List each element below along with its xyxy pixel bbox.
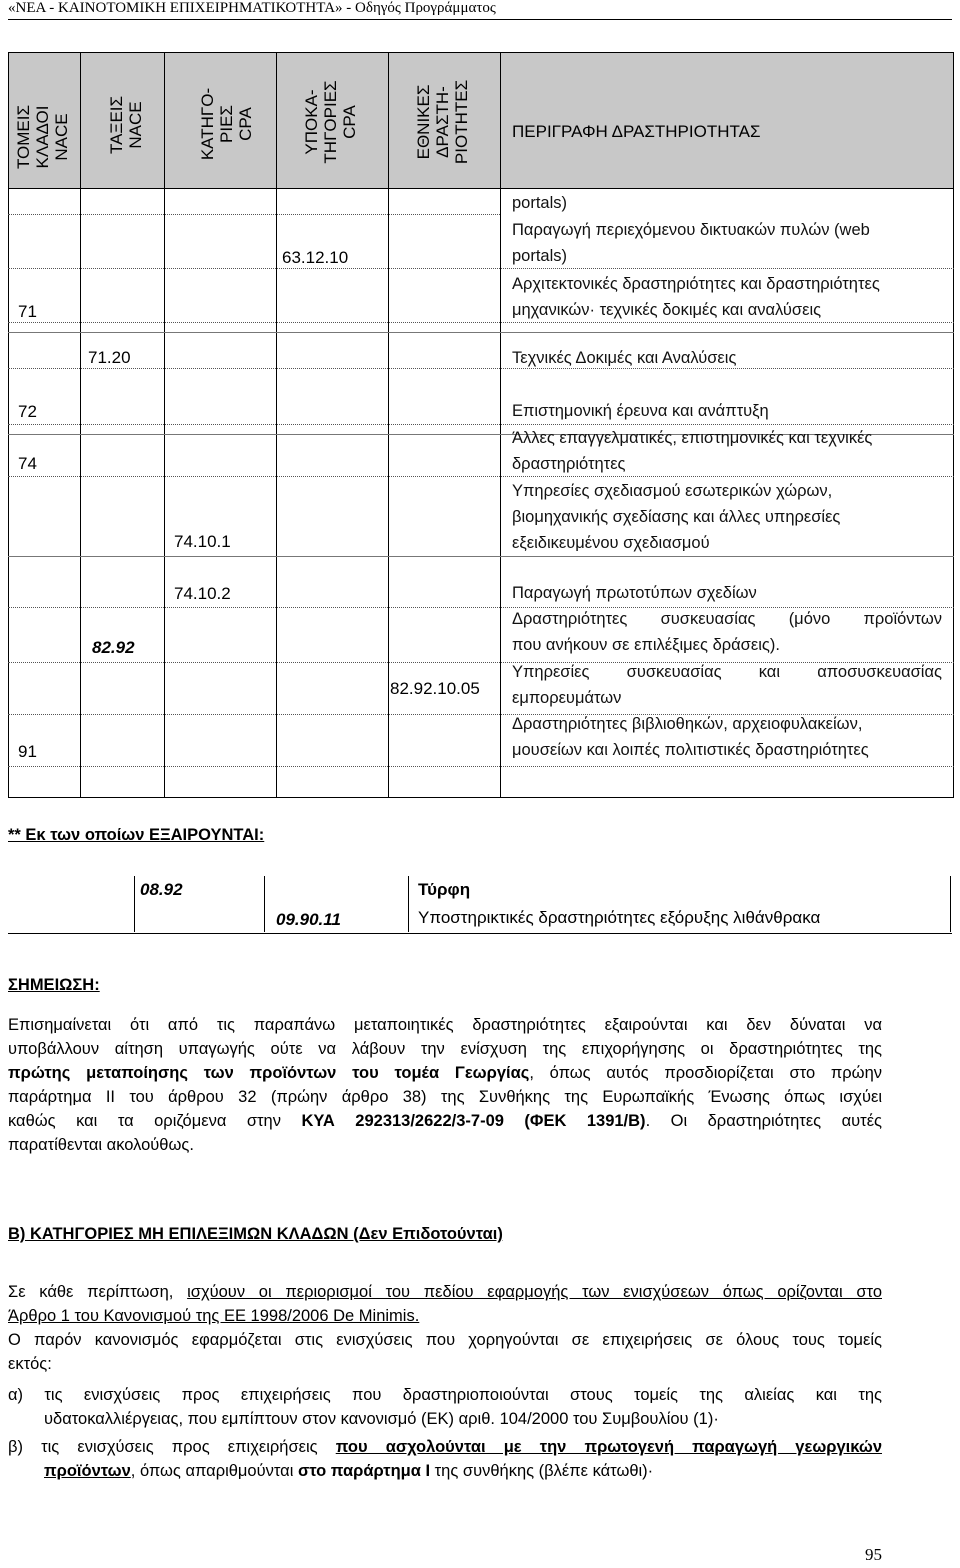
item-b-text: β) τις ενισχύσεις προς επιχειρήσεις [8,1438,336,1456]
section-b-item-a [8,1383,882,1431]
item-b-bold-underlined-text: που ασχολούνται με την πρωτογενή παραγωγή γεωργικών [335,1438,882,1456]
nace-activities-table [8,52,954,798]
header-categories-cpa: ΚΑΤΗΓΟ-ΡΙΕΣ CPA [198,87,255,161]
header-activity-description: ΠΕΡΙΓΡΑΦΗ ΔΡΑΣΤΗΡΙΟΤΗΤΑΣ [512,122,761,141]
desc-line: μηχανικών· τεχνικές δοκιμές και αναλύσεις [512,301,822,319]
note-bold-text: πρώτης μεταποίησης των προϊόντων του τομέα Γεωργίας [8,1064,530,1082]
code-82-92: 82.92 [92,638,135,657]
code-72: 72 [18,402,37,421]
desc-line: Αρχιτεκτονικές δραστηριότητες και δραστηριότητες [512,275,880,293]
desc-line: Παραγωγή περιεχόμενου δικτυακών πυλών (web [512,221,870,239]
document-header-title: «ΝΕΑ - ΚΑΙΝΟΤΟΜΙΚΗ ΕΠΙΧΕΙΡΗΜΑΤΙΚΟΤΗΤΑ» - Οδηγός Προγράμματος [8,0,496,16]
desc-word: Δραστηριότητες [512,610,628,628]
note-line: Επισημαίνεται ότι από τις παραπάνω μεταποιητικές δραστηριότητες εξαιρούνται και δεν δύναται να [8,1016,882,1034]
desc-line: εξειδικευμένου σχεδιασμού [512,534,710,552]
section-b-paragraph-1 [8,1280,882,1376]
section-b-line [8,1280,882,1304]
header-classes-nace: ΤΑΞΕΙΣ NACE [107,95,145,155]
header-national-activities: ΕΘΝΙΚΕΣ ΔΡΑΣΤΗ- ΡΙΟΤΗΤΕΣ [414,79,471,165]
exclusion-divider [134,876,135,932]
desc-line: portals) [512,194,568,212]
code-63-12-10: 63.12.10 [282,248,349,267]
desc-line: εμπορευμάτων [512,689,622,707]
header-sectors-nace: ΤΟΜΕΙΣ ΚΛΑΔΟΙ NACE [14,104,71,170]
item-b-text: , όπως απαριθμούνται [130,1462,298,1480]
item-b-bold-text: στο παράρτημα Ι [297,1462,431,1480]
desc-word: αποσυσκευασίας [817,663,942,681]
exclusion-bottom-rule [8,933,952,934]
desc-word: (μόνο [788,610,831,628]
note-text: , όπως αυτός προσδιορίζεται στο πρώην [529,1064,882,1082]
code-91: 91 [18,742,37,761]
section-b-item-b [8,1435,882,1483]
section-b-title: Β) ΚΑΤΗΓΟΡΙΕΣ ΜΗ ΕΠΙΛΕΞΙΜΩΝ ΚΛΑΔΩΝ (Δεν Επιδοτούνται) [8,1225,503,1243]
header-rule [8,19,952,20]
note-line: παρατίθενται ακολούθως. [8,1136,194,1154]
row-separator [8,766,954,767]
desc-line: Τεχνικές Δοκιμές και Αναλύσεις [512,349,737,367]
row-separator [8,214,500,215]
exclusion-desc-coal-support: Υποστηρικτικές δραστηριότητες εξόρυξης λιθάνθρακα [418,908,821,927]
code-74-10-1: 74.10.1 [174,532,231,551]
exclusion-code-09-90-11: 09.90.11 [276,910,341,929]
item-b-line [8,1459,882,1483]
note-line [8,1109,882,1133]
row-separator [8,424,954,425]
column-divider [164,52,165,798]
item-a-line: α) τις ενισχύσεις προς επιχειρήσεις που δραστηριοποιούνται στους τομείς της αλιείας και της [8,1386,882,1404]
column-divider [500,52,501,798]
exclusion-desc-peat: Τύρφη [418,880,471,899]
note-text: καθώς και τα οριζόμενα στην [8,1112,302,1130]
item-a-line: υδατοκαλλιέργειας, που εμπίπτουν στον κανονισμό (ΕΚ) αριθ. 104/2000 του Συμβουλίου (1)· [44,1410,719,1428]
header-divider [8,188,954,189]
column-divider [276,52,277,798]
exclusion-divider [950,876,951,932]
code-74: 74 [18,454,37,473]
desc-word: συσκευασίας [660,610,756,628]
desc-line: Δραστηριότητες βιβλιοθηκών, αρχειοφυλακείων, [512,715,863,733]
item-b-text: της συνθήκης (βλέπε κάτωθι)· [430,1462,654,1480]
note-title: ΣΗΜΕΙΩΣΗ: [8,976,100,994]
code-71-20: 71.20 [88,348,131,367]
row-separator [8,332,954,333]
exclusion-divider [408,876,409,932]
desc-line: Επιστημονική έρευνα και ανάπτυξη [512,402,769,420]
desc-line-justified [512,609,942,630]
desc-word: προϊόντων [863,610,942,628]
note-bold-text: ΚΥΑ 292313/2622/3-7-09 (ΦΕΚ 1391/Β) [301,1112,646,1130]
desc-word: και [758,663,781,681]
section-b-line: Ο παρόν κανονισμός εφαρμόζεται στις ενισχύσεις που χορηγούνται σε επιχειρήσεις σε όλους τους τομείς [8,1331,882,1349]
note-paragraph [8,1013,882,1157]
item-b-bold-underlined-text: προϊόντων [44,1462,131,1480]
code-74-10-2: 74.10.2 [174,584,231,603]
section-b-text: Σε κάθε περίπτωση, [8,1283,188,1301]
row-separator [8,268,954,269]
exclusion-divider [264,876,265,932]
row-separator [8,556,954,557]
exclusions-title: ** Εκ των οποίων ΕΞΑΙΡΟΥΝΤΑΙ: [8,826,265,844]
row-separator [8,476,954,477]
desc-line-justified [512,662,942,683]
code-82-92-10-05: 82.92.10.05 [390,679,480,698]
row-separator [8,322,954,323]
desc-line: Άλλες επαγγελματικές, επιστημονικές και τεχνικές [512,429,873,447]
note-text: . Οι δραστηριότητες αυτές [645,1112,882,1130]
note-line: παράρτημα II του άρθρου 32 (πρώην άρθρο 38) της Συνθήκης της Ευρωπαϊκής Ένωσης όπως ισχύει [8,1088,882,1106]
page-number: 95 [865,1545,882,1564]
code-71: 71 [18,302,37,321]
table-border [8,52,954,798]
desc-line: δραστηριότητες [512,455,626,473]
section-b-underlined-text: ισχύουν οι περιορισμοί του πεδίου εφαρμογής των ενισχύσεων όπως ορίζονται στο [187,1283,882,1301]
desc-line: portals) [512,247,568,265]
section-b-line: Άρθρο 1 του Κανονισμού της ΕΕ 1998/2006 De Minimis. [8,1307,420,1325]
header-subcategories-cpa: ΥΠΟΚΑ- ΤΗΓΟΡΙΕΣ CPA [302,80,359,164]
desc-line: Υπηρεσίες σχεδιασμού εσωτερικών χώρων, [512,482,833,500]
note-line: υποβάλλουν αίτηση υπαγωγής ούτε να λάβουν την ενίσχυση της επιχορήγησης οι δραστηριότητες της [8,1040,882,1058]
desc-word: συσκευασίας [626,663,722,681]
desc-line: που ανήκουν σε επιλέξιμες δράσεις). [512,636,780,654]
desc-word: Υπηρεσίες [512,663,590,681]
row-separator [8,607,954,608]
desc-line: Παραγωγή πρωτοτύπων σχεδίων [512,584,757,602]
item-b-line [8,1435,882,1459]
desc-line: βιομηχανικής σχεδίασης και άλλες υπηρεσίες [512,508,841,526]
column-divider [80,52,81,798]
exclusion-code-08-92: 08.92 [140,880,183,899]
row-separator [8,368,954,369]
section-b-line: εκτός: [8,1355,52,1373]
desc-line: μουσείων και λοιπές πολιτιστικές δραστηριότητες [512,741,869,759]
column-divider [388,52,389,798]
note-line [8,1061,882,1085]
